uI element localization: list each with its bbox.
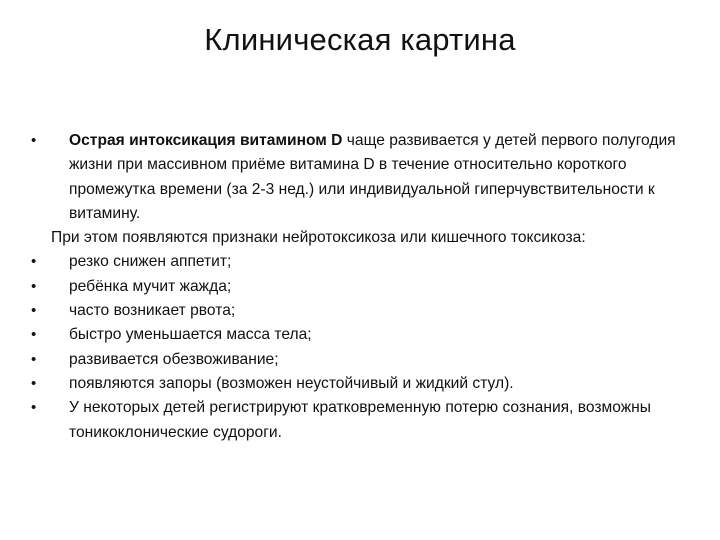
bullet-text: развивается обезвоживание; — [69, 350, 279, 368]
bullet-text: часто возникает рвота; — [69, 302, 236, 320]
intro-bold-text: Острая интоксикация витамином D — [69, 132, 343, 149]
bullet-icon: • — [31, 350, 37, 368]
bullet-text: появляются запоры (возможен неустойчивый и жидкий стул). — [69, 374, 514, 392]
intro-paragraph: При этом появляются признаки нейротоксикоза или кишечного токсикоза: — [51, 229, 586, 247]
bullet-item-appetite — [31, 250, 681, 274]
intro-text: чаще развивается у детей первого полугодия жизни при массивном приёме витамина D в течение относительно короткого промежутка времени (за 2-3 нед.) или индивидуальной гиперчувствительности к витамину. — [69, 132, 676, 222]
slide-title: Клиническая картина — [204, 22, 516, 57]
bullet-icon: • — [31, 277, 37, 295]
bullet-text: У некоторых детей регистрируют кратковременную потерю сознания, возможны тоникоклонические судороги. — [69, 399, 652, 441]
bullet-item-seizures — [31, 396, 681, 445]
bullet-item-intro — [31, 129, 681, 226]
bullet-item-dehydration — [31, 348, 681, 372]
slide-content — [31, 129, 681, 445]
bullet-text: резко снижен аппетит; — [69, 253, 232, 271]
bullet-item-constipation — [31, 372, 681, 396]
bullet-icon: • — [31, 326, 37, 344]
bullet-text: ребёнка мучит жажда; — [69, 277, 232, 295]
bullet-text: быстро уменьшается масса тела; — [69, 326, 312, 344]
bullet-icon: • — [31, 132, 37, 149]
bullet-icon: • — [31, 399, 37, 417]
bullet-item-weight-loss — [31, 323, 681, 347]
bullet-icon: • — [31, 253, 37, 271]
bullet-item-thirst — [31, 275, 681, 299]
bullet-icon: • — [31, 302, 37, 320]
bullet-icon: • — [31, 374, 37, 392]
bullet-item-vomiting — [31, 299, 681, 323]
